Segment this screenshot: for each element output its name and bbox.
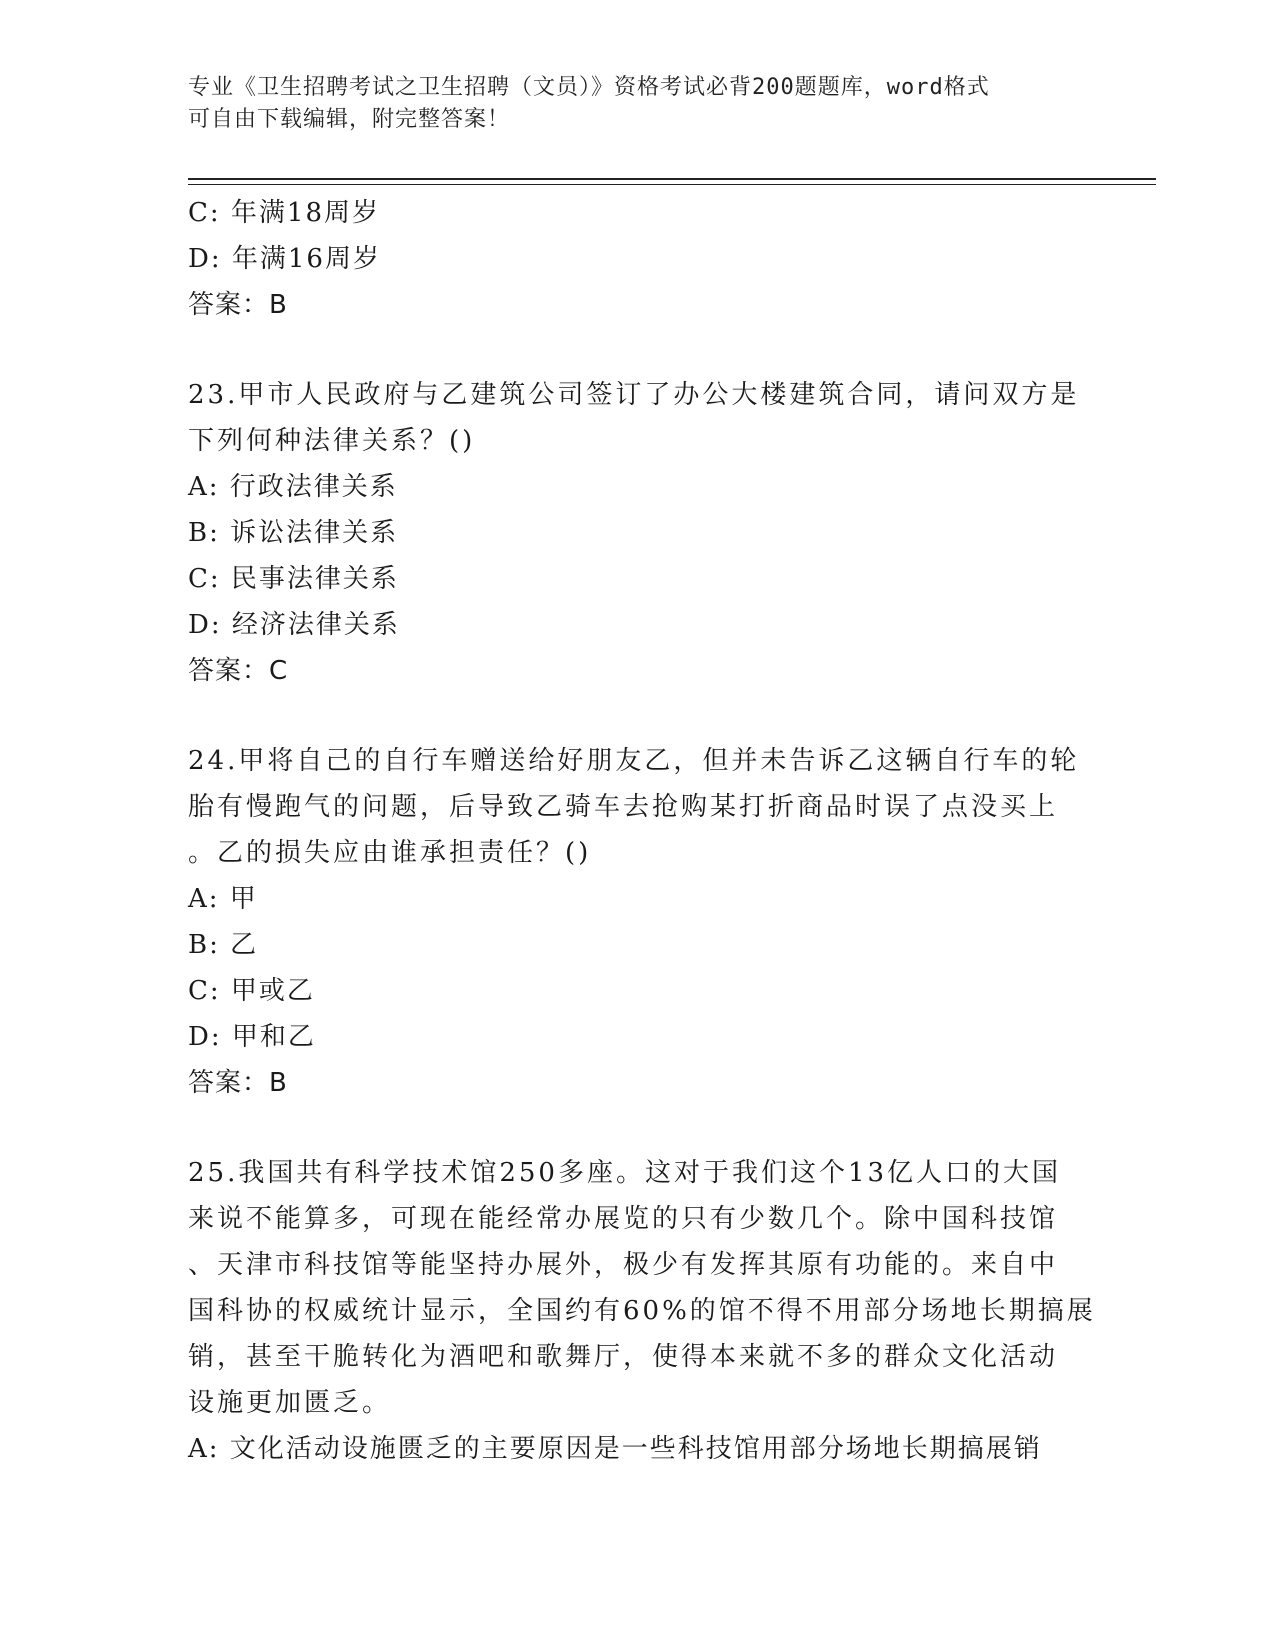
question-list [188,190,1096,1472]
header-title-line-2: 可自由下载编辑，附完整答案！ [188,107,511,132]
header-title-line-1: 专业《卫生招聘考试之卫生招聘（文员）》资格考试必背200题题库，word格式 [188,75,990,100]
question-stem-line: 销，甚至干脆转化为酒吧和歌舞厅，使得本来就不多的群众文化活动 [188,1342,1059,1372]
question-22-continued [188,190,1088,328]
option-d: D: 甲和乙 [188,1022,316,1052]
question-stem-line: 23.甲市人民政府与乙建筑公司签订了办公大楼建筑合同，请问双方是 [188,380,1080,410]
option-d: D: 年满16周岁 [188,244,381,274]
question-stem-line: 来说不能算多，可现在能经常办展览的只有少数几个。除中国科技馆 [188,1204,1059,1234]
spacer [188,328,1088,372]
header-divider-thin [188,184,1156,185]
spacer [188,1106,1088,1150]
question-stem-line: 、天津市科技馆等能坚持办展外，极少有发挥其原有功能的。来自中 [188,1250,1059,1280]
question-25 [188,1150,1096,1472]
option-a: A: 甲 [188,884,258,914]
spacer [188,694,1088,738]
option-c: C: 甲或乙 [188,976,315,1006]
question-stem-line: 24.甲将自己的自行车赠送给好朋友乙，但并未告诉乙这辆自行车的轮 [188,746,1080,776]
question-stem-line: 国科协的权威统计显示，全国约有60%的馆不得不用部分场地长期搞展 [188,1296,1096,1326]
question-stem-line: 。乙的损失应由谁承担责任？() [188,838,592,868]
question-stem-line: 25.我国共有科学技术馆250多座。这对于我们这个13亿人口的大国 [188,1158,1062,1188]
answer-label: 答案：B [188,1068,288,1098]
question-stem-line: 设施更加匮乏。 [188,1388,392,1418]
option-a: A: 行政法律关系 [188,472,398,502]
question-stem-line: 下列何种法律关系？() [188,426,476,456]
option-b: B: 诉讼法律关系 [188,518,399,548]
header-divider-thick [188,178,1156,180]
option-b: B: 乙 [188,930,259,960]
question-23 [188,372,1088,694]
answer-label: 答案：B [188,290,288,320]
document-header [188,72,1088,136]
answer-label: 答案：C [188,656,289,686]
question-24 [188,738,1088,1106]
question-stem-line: 胎有慢跑气的问题，后导致乙骑车去抢购某打折商品时误了点没买上 [188,792,1059,822]
option-a: A: 文化活动设施匮乏的主要原因是一些科技馆用部分场地长期搞展销 [188,1434,1042,1464]
option-d: D: 经济法律关系 [188,610,400,640]
option-c: C: 民事法律关系 [188,564,399,594]
option-c: C: 年满18周岁 [188,198,381,228]
